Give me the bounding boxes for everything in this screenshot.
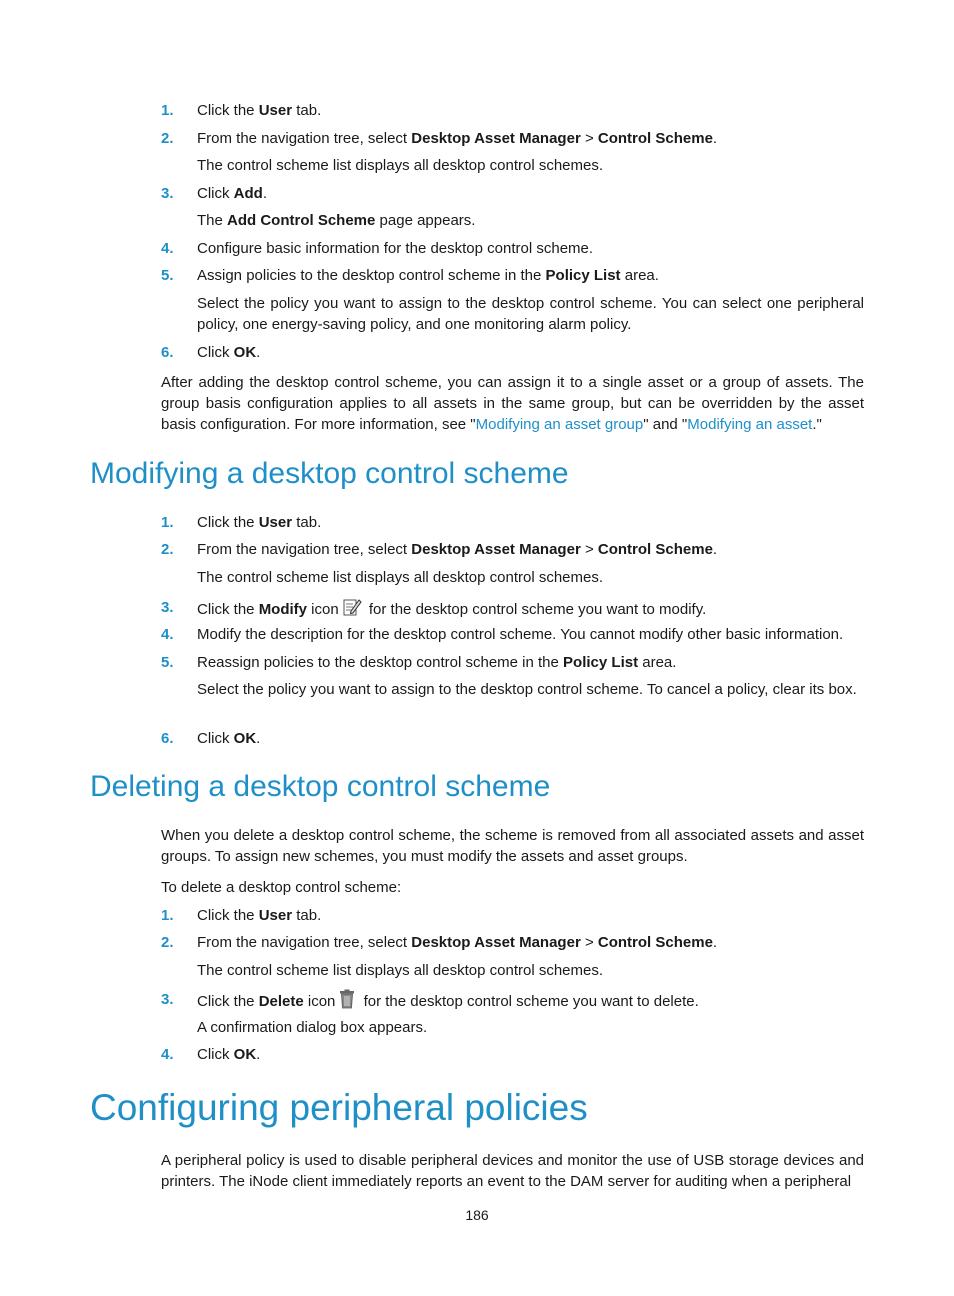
step-number: 5. [161, 654, 174, 671]
step-text: Click Add. [197, 185, 268, 202]
step-number: 3. [161, 185, 174, 202]
edit-icon [342, 597, 362, 623]
step-text: Click the User tab. [197, 514, 322, 531]
step-note: The control scheme list displays all desktop control schemes. [197, 157, 604, 174]
step-number: 2. [161, 130, 174, 147]
step-number: 3. [161, 991, 174, 1008]
step-text: Modify the description for the desktop control scheme. You cannot modify other basic information. [197, 626, 844, 643]
step-text: Click OK. [197, 730, 261, 747]
step-text: Configure basic information for the desktop control scheme. [197, 240, 594, 257]
step-text: Click the User tab. [197, 907, 322, 924]
step-number: 2. [161, 541, 174, 558]
step-text: Click the Modify icon for the desktop control scheme you want to modify. [197, 597, 706, 623]
trash-icon [338, 989, 356, 1015]
link-modifying-asset-group[interactable]: Modifying an asset group [475, 416, 644, 433]
step-number: 4. [161, 1046, 174, 1063]
step-text: Click OK. [197, 344, 261, 361]
step-number: 1. [161, 907, 174, 924]
section-heading: Modifying a desktop control scheme [90, 457, 569, 490]
paragraph: A peripheral policy is used to disable peripheral devices and monitor the use of USB storage devices and printers. The iNode client immediately reports an event to the DAM server for auditing when a peripheral [161, 1152, 864, 1190]
paragraph: After adding the desktop control scheme, you can assign it to a single asset or a group of assets. The group basis configuration applies to all assets in the same group, but can be overridden by the asset basis configuration. For more information, see "Modifying an asset group" and "Modifying an asset." [161, 374, 864, 433]
step-number: 1. [161, 102, 174, 119]
step-note: Select the policy you want to assign to the desktop control scheme. To cancel a policy, clear its box. [197, 681, 857, 698]
step-text: Click the Delete icon for the desktop control scheme you want to delete. [197, 989, 699, 1015]
step-number: 6. [161, 730, 174, 747]
step-text: Click OK. [197, 1046, 261, 1063]
step-number: 4. [161, 240, 174, 257]
step-number: 4. [161, 626, 174, 643]
step-note: The control scheme list displays all desktop control schemes. [197, 962, 604, 979]
step-note: The Add Control Scheme page appears. [197, 212, 476, 229]
intro-text: To delete a desktop control scheme: [161, 879, 402, 896]
page-number: 186 [465, 1207, 489, 1223]
step-text: Assign policies to the desktop control scheme in the Policy List area. [197, 267, 659, 284]
paragraph: When you delete a desktop control scheme, the scheme is removed from all associated assets and asset groups. To assign new schemes, you must modify the assets and asset groups. [161, 827, 864, 865]
link-modifying-asset[interactable]: Modifying an asset [687, 416, 813, 433]
step-text: Click the User tab. [197, 102, 322, 119]
step-text: From the navigation tree, select Desktop Asset Manager > Control Scheme. [197, 541, 718, 558]
step-note: A confirmation dialog box appears. [197, 1019, 428, 1036]
step-note: The control scheme list displays all desktop control schemes. [197, 569, 604, 586]
chapter-heading: Configuring peripheral policies [90, 1087, 588, 1128]
step-text: From the navigation tree, select Desktop Asset Manager > Control Scheme. [197, 934, 718, 951]
step-text: Reassign policies to the desktop control scheme in the Policy List area. [197, 654, 677, 671]
section-heading: Deleting a desktop control scheme [90, 770, 551, 803]
step-number: 1. [161, 514, 174, 531]
step-number: 5. [161, 267, 174, 284]
step-note: Select the policy you want to assign to the desktop control scheme. You can select one peripheral policy, one energy-saving policy, and one monitoring alarm policy. [197, 295, 864, 333]
step-number: 3. [161, 599, 174, 616]
step-number: 2. [161, 934, 174, 951]
step-number: 6. [161, 344, 174, 361]
step-text: From the navigation tree, select Desktop Asset Manager > Control Scheme. [197, 130, 718, 147]
